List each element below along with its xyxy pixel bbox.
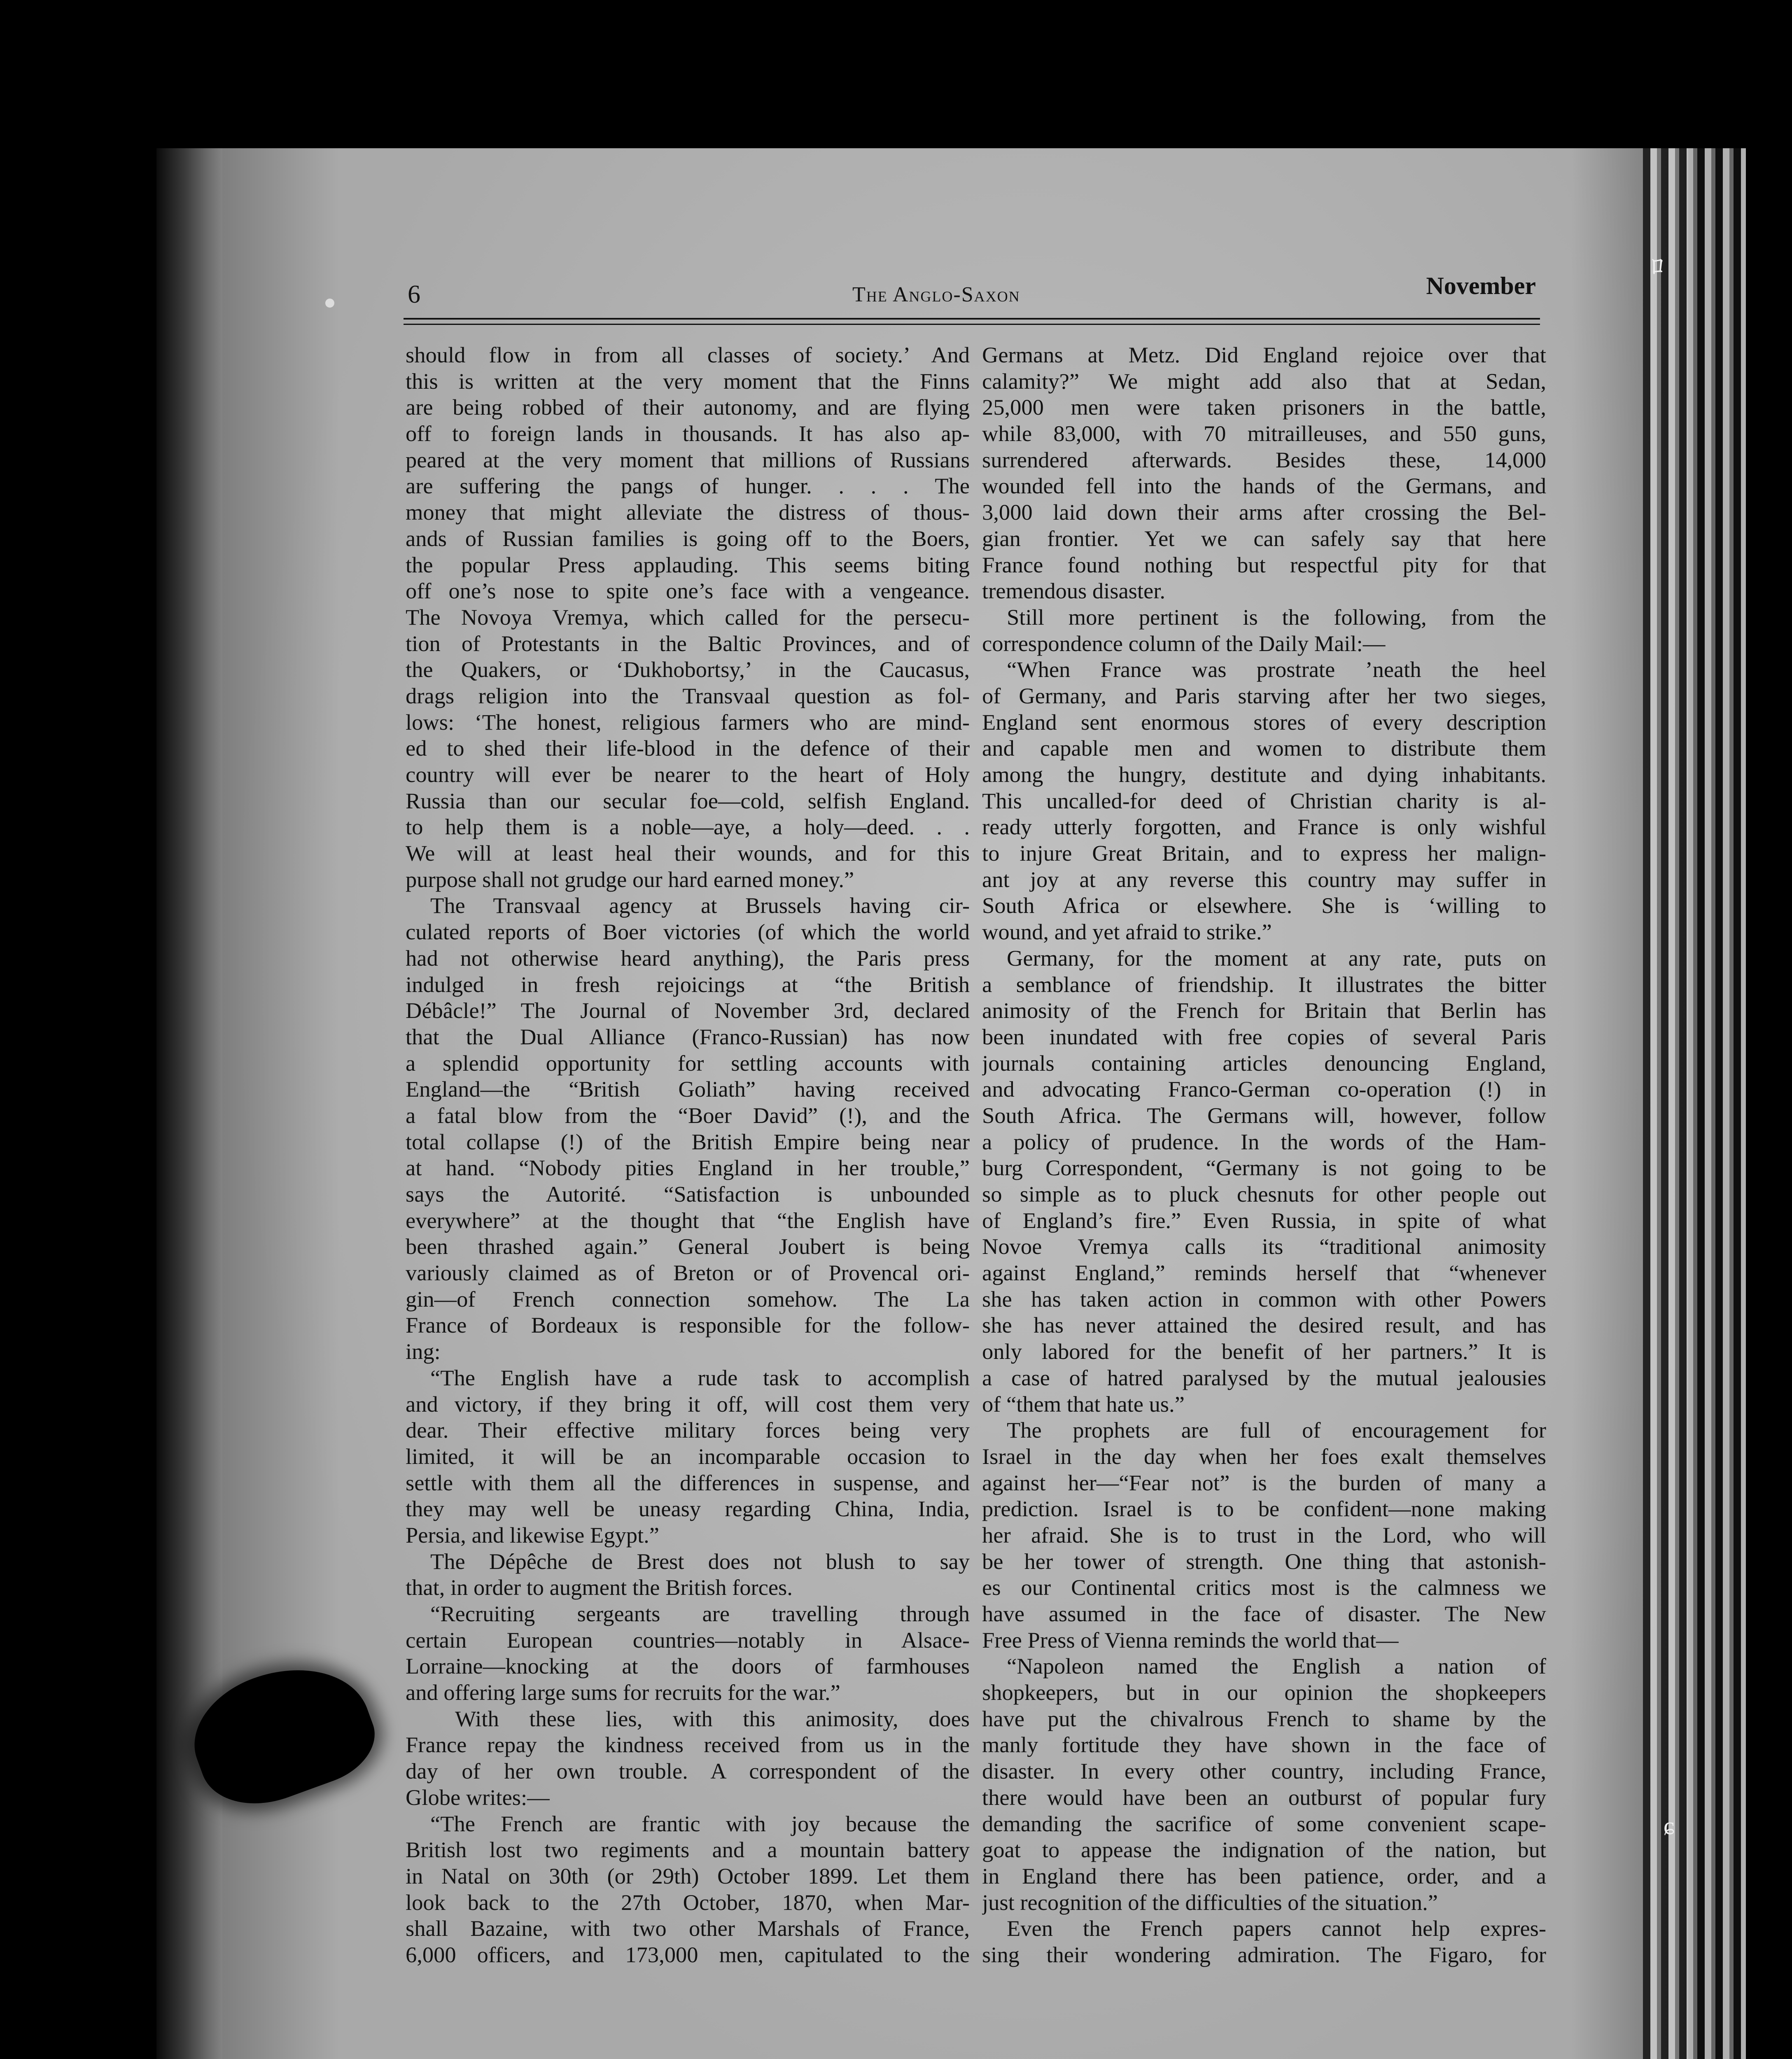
- text-line: this is written at the very moment that the Finns: [406, 368, 970, 394]
- text-line: shall Bazaine, with two other Marshals of France,: [406, 1916, 970, 1941]
- text-line: in England there has been patience, order, and a: [982, 1863, 1546, 1889]
- text-line: so simple as to pluck chesnuts for other people out: [982, 1181, 1546, 1207]
- text-line: tion of Protestants in the Baltic Provinces, and of: [406, 630, 970, 656]
- text-line: ing:: [406, 1339, 441, 1364]
- text-line: British lost two regiments and a mountain battery: [406, 1837, 970, 1863]
- text-line: culated reports of Boer victories (of which the world: [406, 919, 970, 945]
- margin-mark: ﾛ: [1651, 253, 1664, 280]
- text-line: gian frontier. Yet we can safely say that here: [982, 525, 1546, 551]
- left-column: [406, 342, 970, 1968]
- text-line: goat to appease the indignation of the nation, but: [982, 1837, 1546, 1863]
- text-line: The prophets are full of encouragement for: [1007, 1417, 1546, 1443]
- text-line: France repay the kindness received from us in the: [406, 1732, 970, 1758]
- page-number: 6: [408, 280, 420, 308]
- text-line: ed to shed their life-blood in the defence of their: [406, 735, 970, 761]
- text-line: have put the chivalrous French to shame by the: [982, 1706, 1546, 1731]
- text-line: The Novoya Vremya, which called for the persecu-: [406, 604, 970, 630]
- text-line: a fatal blow from the “Boer David” (!), and the: [406, 1102, 970, 1128]
- text-line: against her—“Fear not” is the burden of many a: [982, 1470, 1546, 1495]
- text-line: in Natal on 30th (or 29th) October 1899. Let them: [406, 1863, 970, 1889]
- text-line: “Recruiting sergeants are travelling through: [430, 1601, 970, 1626]
- text-line: peared at the very moment that millions of Russians: [406, 447, 970, 472]
- text-line: been inundated with free copies of several Paris: [982, 1024, 1546, 1049]
- text-line: are suffering the pangs of hunger. . . . The: [406, 473, 970, 499]
- text-line: gin—of French connection somehow. The La: [406, 1286, 970, 1312]
- text-line: es our Continental critics most is the calmness we: [982, 1575, 1546, 1600]
- text-line: limited, it will be an incomparable occasion to: [406, 1443, 970, 1469]
- text-line: 25,000 men were taken prisoners in the battle,: [982, 395, 1546, 420]
- text-line: of Germany, and Paris starving after her two sieges,: [982, 683, 1546, 708]
- text-line: “The English have a rude task to accomplish: [430, 1365, 970, 1390]
- text-line: drags religion into the Transvaal question as fol-: [406, 683, 970, 708]
- text-line: indulged in fresh rejoicings at “the British: [406, 971, 970, 997]
- text-line: and advocating Franco-German co-operation (!) in: [982, 1076, 1546, 1102]
- text-line: money that might alleviate the distress of thous-: [406, 500, 970, 525]
- text-line: everywhere” at the thought that “the English have: [406, 1207, 970, 1233]
- text-line: 6,000 officers, and 173,000 men, capitulated to the: [406, 1942, 970, 1967]
- text-line: day of her own trouble. A correspondent of the: [406, 1758, 970, 1784]
- text-line: there would have been an outburst of popular fury: [982, 1784, 1546, 1810]
- text-line: among the hungry, destitute and dying inhabitants.: [982, 762, 1546, 787]
- text-line: a splendid opportunity for settling accounts with: [406, 1050, 970, 1076]
- text-line: at hand. “Nobody pities England in her trouble,”: [406, 1155, 970, 1181]
- text-line: South Africa. The Germans will, however, follow: [982, 1102, 1546, 1128]
- text-line: have assumed in the face of disaster. The New: [982, 1601, 1546, 1626]
- text-line: a policy of prudence. In the words of the Ham-: [982, 1129, 1546, 1154]
- text-line: are being robbed of their autonomy, and are flying: [406, 395, 970, 420]
- text-line: a semblance of friendship. It illustrates the bitter: [982, 971, 1546, 997]
- text-line: “Napoleon named the English a nation of: [1007, 1653, 1546, 1679]
- text-line: a case of hatred paralysed by the mutual jealousies: [982, 1365, 1546, 1390]
- text-line: of “them that hate us.”: [982, 1391, 1185, 1417]
- text-line: Novoe Vremya calls its “traditional animosity: [982, 1234, 1546, 1259]
- text-line: “The French are frantic with joy because the: [430, 1811, 970, 1836]
- text-line: they may well be uneasy regarding China, India,: [406, 1496, 970, 1522]
- text-line: animosity of the French for Britain that Berlin has: [982, 998, 1546, 1023]
- running-head: [408, 272, 1536, 317]
- text-line: Free Press of Vienna reminds the world that—: [982, 1627, 1399, 1653]
- text-line: Still more pertinent is the following, from the: [1007, 604, 1546, 630]
- text-line: Lorraine—knocking at the doors of farmhouses: [406, 1653, 970, 1679]
- margin-mark: ɕ: [1664, 1812, 1675, 1840]
- text-line: off one’s nose to spite one’s face with a vengeance.: [406, 578, 970, 604]
- text-line: burg Correspondent, “Germany is not going to be: [982, 1155, 1546, 1181]
- text-line: demanding the sacrifice of some convenient scape-: [982, 1811, 1546, 1836]
- text-line: correspondence column of the Daily Mail:—: [982, 630, 1386, 656]
- text-line: that, in order to augment the British forces.: [406, 1575, 793, 1600]
- text-line: Germany, for the moment at any rate, puts on: [1007, 945, 1546, 971]
- text-line: wounded fell into the hands of the Germans, and: [982, 473, 1546, 499]
- text-line: disaster. In every other country, including France,: [982, 1758, 1546, 1784]
- text-line: certain European countries—notably in Alsace-: [406, 1627, 970, 1653]
- text-line: tremendous disaster.: [982, 578, 1165, 604]
- text-line: her afraid. She is to trust in the Lord, who will: [982, 1522, 1546, 1548]
- text-line: country will ever be nearer to the heart of Holy: [406, 762, 970, 787]
- text-line: ands of Russian families is going off to the Boers,: [406, 525, 970, 551]
- text-line: Débâcle!” The Journal of November 3rd, declared: [406, 998, 970, 1023]
- text-line: Persia, and likewise Egypt.”: [406, 1522, 659, 1548]
- text-line: of England’s fire.” Even Russia, in spite of what: [982, 1207, 1546, 1233]
- text-line: Germans at Metz. Did England rejoice over that: [982, 342, 1546, 367]
- text-line: just recognition of the difficulties of the situation.”: [982, 1889, 1438, 1915]
- text-line: Even the French papers cannot help expres-: [1007, 1916, 1546, 1941]
- adjacent-page-edge: [1643, 148, 1746, 2059]
- text-line: ready utterly forgotten, and France is only wishful: [982, 814, 1546, 840]
- text-line: the popular Press applauding. This seems biting: [406, 552, 970, 577]
- text-line: and offering large sums for recruits for the war.”: [406, 1680, 840, 1705]
- text-line: England—the “British Goliath” having received: [406, 1076, 970, 1102]
- text-line: while 83,000, with 70 mitrailleuses, and 550 guns,: [982, 421, 1546, 446]
- text-line: prediction. Israel is to be confident—none making: [982, 1496, 1546, 1522]
- text-line: Globe writes:—: [406, 1784, 550, 1810]
- text-line: been thrashed again.” General Joubert is being: [406, 1234, 970, 1259]
- text-line: that the Dual Alliance (Franco-Russian) has now: [406, 1024, 970, 1049]
- text-line: lows: ‘The honest, religious farmers who are mind-: [406, 709, 970, 735]
- text-line: only labored for the benefit of her partners.” It is: [982, 1339, 1546, 1364]
- text-line: South Africa or elsewhere. She is ‘willing to: [982, 893, 1546, 918]
- text-line: dear. Their effective military forces being very: [406, 1417, 970, 1443]
- text-line: off to foreign lands in thousands. It has also ap-: [406, 421, 970, 446]
- text-line: says the Autorité. “Satisfaction is unbounded: [406, 1181, 970, 1207]
- text-line: 3,000 laid down their arms after crossing the Bel-: [982, 500, 1546, 525]
- text-line: and capable men and women to distribute them: [982, 735, 1546, 761]
- journal-title: The Anglo-Saxon: [852, 283, 1020, 306]
- text-line: the Quakers, or ‘Dukhobortsy,’ in the Caucasus,: [406, 657, 970, 682]
- text-line: manly fortitude they have shown in the face of: [982, 1732, 1546, 1758]
- text-line: to injure Great Britain, and to express her malign-: [982, 840, 1546, 866]
- text-line: wound, and yet afraid to strike.”: [982, 919, 1272, 945]
- text-line: surrendered afterwards. Besides these, 14,000: [982, 447, 1546, 472]
- text-line: ant joy at any reverse this country may suffer in: [982, 866, 1546, 892]
- text-line: The Dépêche de Brest does not blush to say: [430, 1548, 970, 1574]
- text-line: The Transvaal agency at Brussels having cir-: [430, 893, 970, 918]
- header-rule: [404, 318, 1540, 325]
- issue-month: November: [1426, 272, 1536, 299]
- margin-dot: [325, 299, 334, 308]
- text-line: calamity?” We might add also that at Sedan,: [982, 368, 1546, 394]
- text-line: total collapse (!) of the British Empire being near: [406, 1129, 970, 1154]
- text-line: settle with them all the differences in suspense, and: [406, 1470, 970, 1495]
- text-line: England sent enormous stores of every description: [982, 709, 1546, 735]
- text-line: and victory, if they bring it off, will cost them very: [406, 1391, 970, 1417]
- text-line: had not otherwise heard anything), the Paris press: [406, 945, 970, 971]
- text-line: look back to the 27th October, 1870, when Mar-: [406, 1889, 970, 1915]
- text-line: be her tower of strength. One thing that astonish-: [982, 1548, 1546, 1574]
- text-line: With these lies, with this animosity, does: [455, 1706, 970, 1731]
- text-line: should flow in from all classes of society.’ And: [406, 342, 970, 367]
- text-line: We will at least heal their wounds, and for this: [406, 840, 970, 866]
- text-line: journals containing articles denouncing England,: [982, 1050, 1546, 1076]
- text-line: purpose shall not grudge our hard earned money.”: [406, 866, 854, 892]
- text-line: variously claimed as of Breton or of Provencal ori-: [406, 1260, 970, 1286]
- text-line: she has never attained the desired result, and has: [982, 1312, 1546, 1338]
- text-line: shopkeepers, but in our opinion the shopkeepers: [982, 1680, 1546, 1705]
- right-column: [982, 342, 1546, 1968]
- text-line: France found nothing but respectful pity for that: [982, 552, 1546, 577]
- text-line: “When France was prostrate ’neath the heel: [1007, 657, 1546, 682]
- text-line: against England,” reminds herself that “whenever: [982, 1260, 1546, 1286]
- text-line: France of Bordeaux is responsible for the follow-: [406, 1312, 970, 1338]
- text-line: Russia than our secular foe—cold, selfish England.: [406, 788, 970, 813]
- text-line: sing their wondering admiration. The Figaro, for: [982, 1942, 1546, 1967]
- text-line: Israel in the day when her foes exalt themselves: [982, 1443, 1546, 1469]
- text-line: This uncalled-for deed of Christian charity is al-: [982, 788, 1546, 813]
- text-line: to help them is a noble—aye, a holy—deed. . .: [406, 814, 970, 840]
- text-line: she has taken action in common with other Powers: [982, 1286, 1546, 1312]
